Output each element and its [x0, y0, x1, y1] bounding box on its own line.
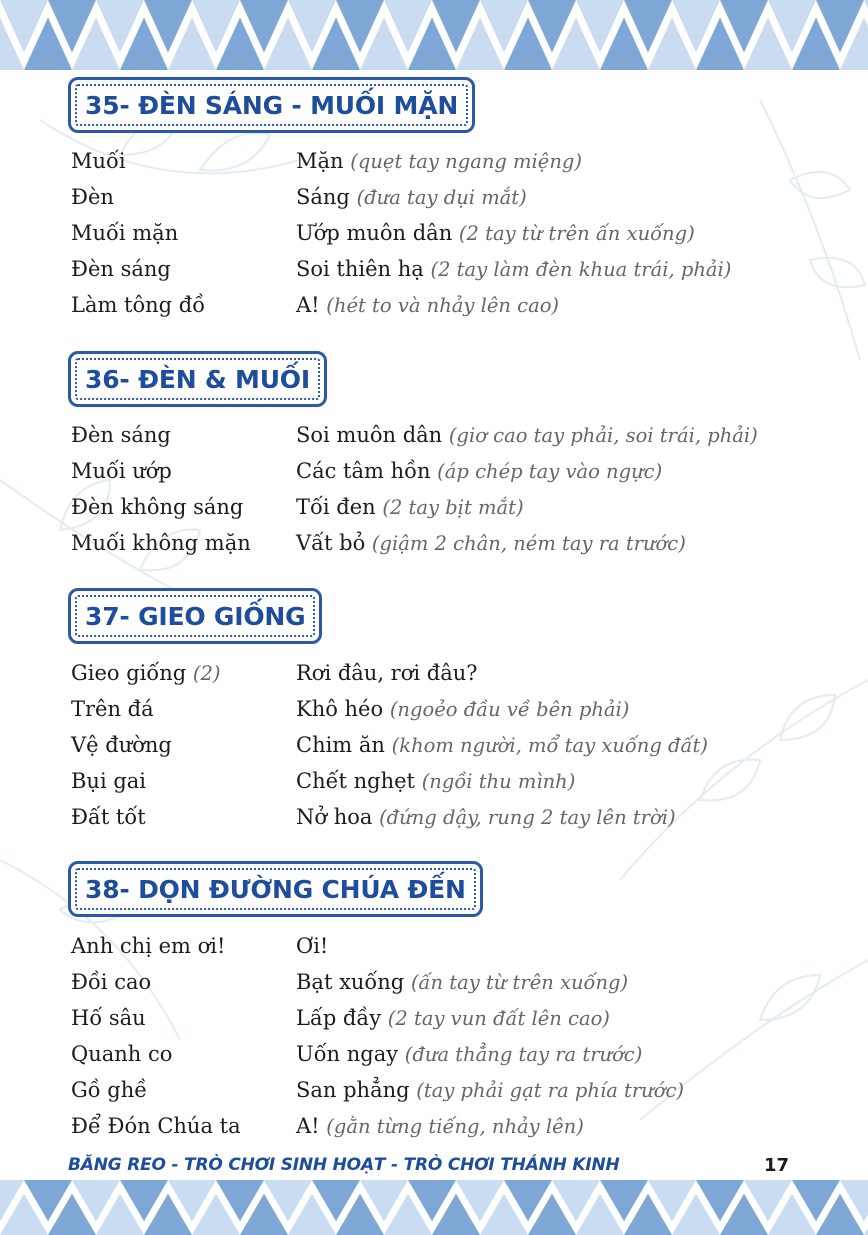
- response-cell: [296, 215, 695, 252]
- action-note: (ngồi thu mình): [421, 770, 576, 793]
- section-title-38: 38- DỌN ĐƯỜNG CHÚA ĐẾN: [68, 861, 483, 917]
- response-cell: [296, 251, 731, 288]
- footer-book-title: BĂNG REO - TRÒ CHƠI SINH HOẠT - TRÒ CHƠI THÁNH KINH: [68, 1155, 620, 1175]
- call-text: Muối không mặn: [71, 531, 251, 555]
- response-text: Mặn: [296, 149, 344, 173]
- call-text: Gieo giống: [71, 661, 187, 685]
- action-note: (2 tay làm đèn khua trái, phải): [430, 258, 732, 281]
- list-item: [0, 179, 868, 215]
- response-text: Khô héo: [296, 697, 384, 721]
- response-text: Soi thiên hạ: [296, 257, 424, 281]
- response-text: Vất bỏ: [296, 531, 366, 555]
- response-cell: [296, 417, 758, 454]
- response-cell: [296, 763, 575, 800]
- call-text: Đèn sáng: [71, 257, 171, 281]
- call-text: Trên đá: [71, 697, 154, 721]
- response-text: Tối đen: [296, 495, 376, 519]
- triangle-pattern-bottom: [0, 1180, 868, 1235]
- action-note: (ấn tay từ trên xuống): [410, 971, 629, 994]
- response-text: Lấp đầy: [296, 1006, 382, 1030]
- list-item: [0, 691, 868, 727]
- call-text: Vệ đường: [71, 733, 172, 757]
- list-item: [0, 489, 868, 525]
- list-item: [0, 1108, 868, 1144]
- action-note: (2 tay vun đất lên cao): [387, 1007, 610, 1030]
- call-text: Hố sâu: [71, 1006, 146, 1030]
- response-text: San phẳng: [296, 1078, 410, 1102]
- call-text: Để Đón Chúa ta: [71, 1114, 241, 1138]
- list-item: [0, 215, 868, 251]
- call-text: Đất tốt: [71, 805, 146, 829]
- call-text: Muối ướp: [71, 459, 172, 483]
- response-text: Soi muôn dân: [296, 423, 443, 447]
- response-cell: [296, 964, 628, 1001]
- action-note: (2 tay bịt mắt): [382, 496, 524, 519]
- response-cell: [296, 928, 328, 964]
- list-item: [0, 1000, 868, 1036]
- response-text: Bạt xuống: [296, 970, 405, 994]
- response-text: Nở hoa: [296, 805, 373, 829]
- list-item: [0, 453, 868, 489]
- call-text: Anh chị em ơi!: [71, 934, 226, 958]
- action-note: (quẹt tay ngang miệng): [350, 150, 582, 173]
- triangle-pattern-top: [0, 0, 868, 70]
- call-text: Quanh co: [71, 1042, 173, 1066]
- response-cell: [296, 179, 527, 216]
- response-cell: [296, 727, 708, 764]
- list-item: [0, 287, 868, 323]
- call-cell: [71, 655, 221, 692]
- response-cell: [296, 1108, 584, 1145]
- section-38-rows: [0, 928, 868, 1144]
- section-title-37: 37- GIEO GIỐNG: [68, 588, 322, 644]
- list-item: [0, 799, 868, 835]
- call-text: Đèn: [71, 185, 114, 209]
- action-note: (đưa tay dụi mắt): [356, 186, 527, 209]
- response-cell: [296, 143, 582, 180]
- action-note: (khom người, mổ tay xuống đất): [391, 734, 708, 757]
- action-note: (đưa thẳng tay ra trước): [404, 1043, 643, 1066]
- action-note: (áp chép tay vào ngực): [437, 460, 663, 483]
- section-37-rows: [0, 655, 868, 835]
- response-text: Ơi!: [296, 934, 329, 958]
- response-cell: [296, 525, 686, 562]
- response-text: Chim ăn: [296, 733, 385, 757]
- response-cell: [296, 287, 559, 324]
- response-cell: [296, 489, 524, 526]
- call-text: Bụi gai: [71, 769, 147, 793]
- response-cell: [296, 799, 676, 836]
- response-text: Các tâm hồn: [296, 459, 431, 483]
- response-cell: [296, 655, 478, 691]
- response-cell: [296, 1036, 642, 1073]
- list-item: [0, 1036, 868, 1072]
- response-text: Rơi đâu, rơi đâu?: [296, 661, 478, 685]
- action-note: (tay phải gạt ra phía trước): [416, 1079, 685, 1102]
- response-text: Chết nghẹt: [296, 769, 415, 793]
- list-item: [0, 417, 868, 453]
- list-item: [0, 1072, 868, 1108]
- list-item: [0, 143, 868, 179]
- call-text: Làm tông đồ: [71, 293, 206, 317]
- action-note: (2 tay từ trên ấn xuống): [458, 222, 695, 245]
- section-35-rows: [0, 143, 868, 323]
- list-item: [0, 727, 868, 763]
- call-text: Đèn sáng: [71, 423, 171, 447]
- list-item: [0, 763, 868, 799]
- call-text: Đèn không sáng: [71, 495, 244, 519]
- list-item: [0, 964, 868, 1000]
- section-36-rows: [0, 417, 868, 561]
- action-note: (gằn từng tiếng, nhảy lên): [326, 1115, 584, 1138]
- section-title-36: 36- ĐÈN & MUỐI: [68, 351, 327, 407]
- response-text: Sáng: [296, 185, 350, 209]
- response-cell: [296, 691, 629, 728]
- list-item: [0, 251, 868, 287]
- list-item: [0, 928, 868, 964]
- repeat-note: (2): [192, 662, 221, 685]
- list-item: [0, 525, 868, 561]
- call-text: Đồi cao: [71, 970, 152, 994]
- section-title-35: 35- ĐÈN SÁNG - MUỐI MẶN: [68, 77, 475, 133]
- call-text: Muối mặn: [71, 221, 179, 245]
- call-text: Muối: [71, 149, 126, 173]
- top-triangle-border: [0, 0, 868, 70]
- list-item: [0, 655, 868, 691]
- page-number: 17: [764, 1155, 790, 1176]
- response-text: A!: [296, 1114, 320, 1138]
- action-note: (giậm 2 chân, ném tay ra trước): [371, 532, 686, 555]
- response-text: Uốn ngay: [296, 1042, 399, 1066]
- response-cell: [296, 453, 662, 490]
- call-text: Gồ ghề: [71, 1078, 148, 1102]
- response-text: Ướp muôn dân: [296, 221, 453, 245]
- action-note: (đứng dậy, rung 2 tay lên trời): [379, 806, 676, 829]
- response-cell: [296, 1072, 684, 1109]
- action-note: (hét to và nhảy lên cao): [326, 294, 560, 317]
- response-text: A!: [296, 293, 320, 317]
- action-note: (ngoẻo đầu về bên phải): [389, 698, 630, 721]
- action-note: (giơ cao tay phải, soi trái, phải): [448, 424, 758, 447]
- bottom-triangle-border: [0, 1180, 868, 1235]
- response-cell: [296, 1000, 610, 1037]
